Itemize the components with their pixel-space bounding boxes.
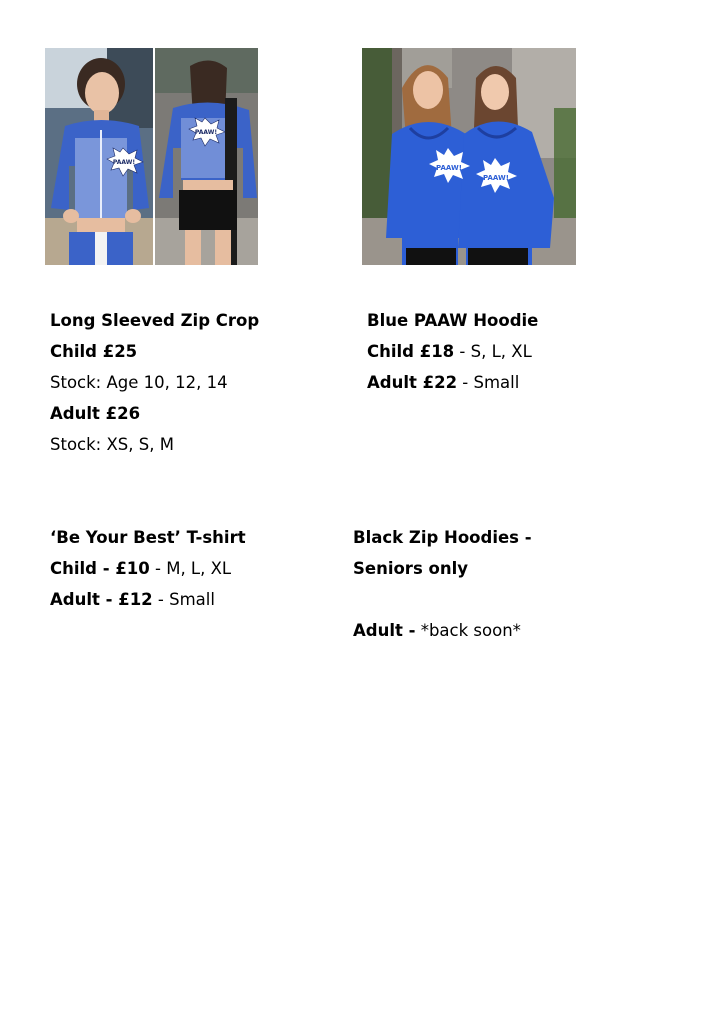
product-title-line2: Seniors only: [353, 559, 469, 578]
hoodie-logo-text-1: PAAW!: [436, 164, 462, 172]
child-price: Child - £10: [50, 559, 150, 578]
child-stock: Stock: Age 10, 12, 14: [50, 373, 228, 392]
adult-sizes: - Small: [152, 590, 215, 609]
crop-back-logo-text: PAAW!: [194, 129, 218, 136]
product-crop-top: [50, 305, 259, 460]
hoodie-logo-text-2: PAAW!: [483, 174, 509, 182]
spacer: [353, 584, 532, 615]
adult-price: Adult -: [353, 621, 416, 640]
adult-note: *back soon*: [415, 621, 521, 640]
adult-price: Adult £26: [50, 404, 141, 423]
product-photo-blue-hoodie: [362, 48, 576, 265]
product-title: Blue PAAW Hoodie: [367, 311, 539, 330]
child-price: Child £25: [50, 342, 138, 361]
product-black-zip-hoodie: [353, 522, 532, 646]
child-price: Child £18: [367, 342, 455, 361]
child-sizes: - S, L, XL: [454, 342, 532, 361]
crop-logo-text: PAAW!: [112, 159, 136, 166]
product-blue-hoodie: [367, 305, 538, 398]
product-tshirt: [50, 522, 246, 615]
adult-price: Adult - £12: [50, 590, 153, 609]
product-title: ‘Be Your Best’ T-shirt: [50, 528, 246, 547]
child-sizes: - M, L, XL: [149, 559, 232, 578]
product-title-line1: Black Zip Hoodies -: [353, 528, 532, 547]
adult-stock: Stock: XS, S, M: [50, 435, 174, 454]
product-title: Long Sleeved Zip Crop: [50, 311, 260, 330]
product-photo-crop-top: [45, 48, 258, 265]
adult-sizes: - Small: [457, 373, 520, 392]
adult-price: Adult £22: [367, 373, 458, 392]
